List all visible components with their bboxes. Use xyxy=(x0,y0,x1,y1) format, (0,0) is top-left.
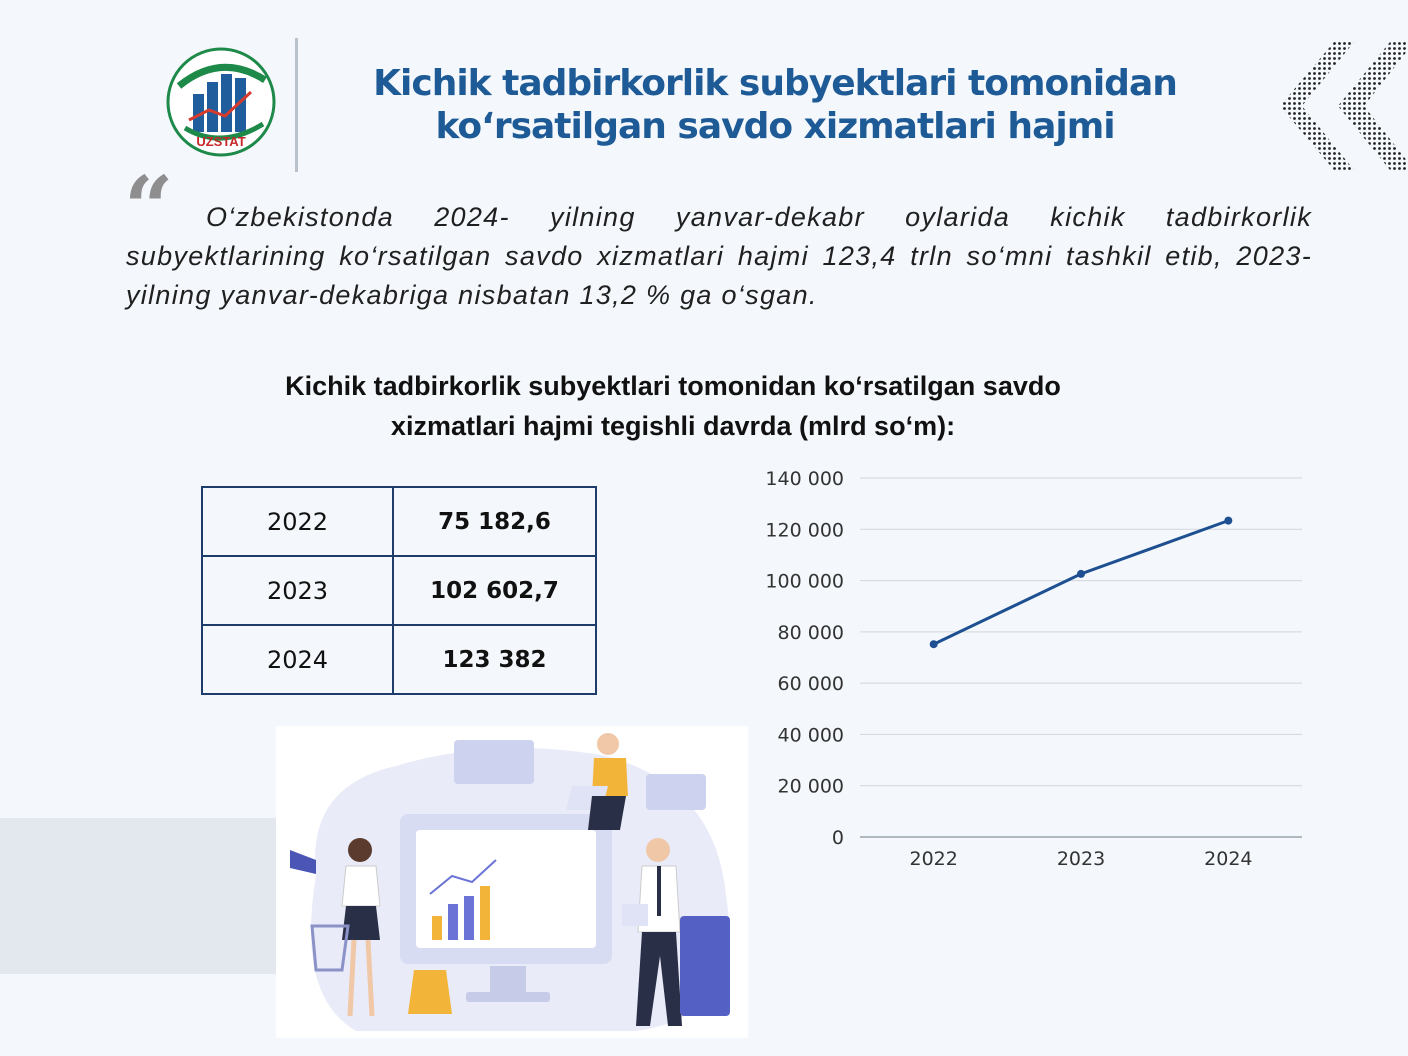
title-line-2: ko‘rsatilgan savdo xizmatlari hajmi xyxy=(435,106,1115,147)
table-row xyxy=(202,625,596,694)
table-cell-year: 2022 xyxy=(202,487,393,556)
header-divider xyxy=(295,38,298,172)
x-tick-label: 2024 xyxy=(1204,848,1253,870)
table-cell-year: 2024 xyxy=(202,625,393,694)
table-cell-year: 2023 xyxy=(202,556,393,625)
table-row xyxy=(202,487,596,556)
lead-paragraph: O‘zbekistonda 2024- yilning yanvar-dekabr oylarida kichik tadbirkorlik subyektlarining ko‘rsatilgan savdo xizmatlari hajmi 123,4 trln so‘mni tashkil etib, 2023- yilning yanvar-dekabriga nisbatan 13,2 % ga o‘sgan. xyxy=(126,202,1312,310)
y-tick-label: 20 000 xyxy=(777,775,844,798)
marketing-illustration xyxy=(276,726,748,1038)
y-tick-label: 60 000 xyxy=(777,673,844,696)
x-tick-label: 2022 xyxy=(909,848,958,870)
page-title xyxy=(330,62,1220,148)
y-tick-label: 80 000 xyxy=(777,621,844,644)
table-cell-value: 102 602,7 xyxy=(393,556,596,625)
y-tick-label: 0 xyxy=(831,827,844,849)
data-point xyxy=(1077,570,1085,578)
y-tick-label: 40 000 xyxy=(777,724,844,747)
y-tick-label: 140 000 xyxy=(765,468,844,490)
chart-title xyxy=(140,366,1206,446)
data-point xyxy=(930,640,938,648)
table-cell-value: 75 182,6 xyxy=(393,487,596,556)
decorative-band xyxy=(0,818,276,974)
y-tick-label: 100 000 xyxy=(765,570,844,593)
title-line-1: Kichik tadbirkorlik subyektlari tomonidan xyxy=(373,63,1177,104)
data-table xyxy=(201,486,597,695)
decorative-chevron-dots xyxy=(1272,36,1408,176)
data-point xyxy=(1224,517,1232,525)
uzstat-logo xyxy=(165,46,277,158)
table-cell-value: 123 382 xyxy=(393,625,596,694)
quote-icon: “ xyxy=(124,158,174,259)
line-chart xyxy=(740,458,1320,888)
logo-text: UZSTAT xyxy=(196,134,246,149)
x-tick-label: 2023 xyxy=(1056,848,1106,870)
chart-title-line-1: Kichik tadbirkorlik subyektlari tomonidan ko‘rsatilgan savdo xyxy=(285,371,1061,401)
y-tick-label: 120 000 xyxy=(765,519,844,542)
series-line xyxy=(934,521,1229,645)
table-row xyxy=(202,556,596,625)
chart-title-line-2: xizmatlari hajmi tegishli davrda (mlrd so‘m): xyxy=(390,411,956,441)
